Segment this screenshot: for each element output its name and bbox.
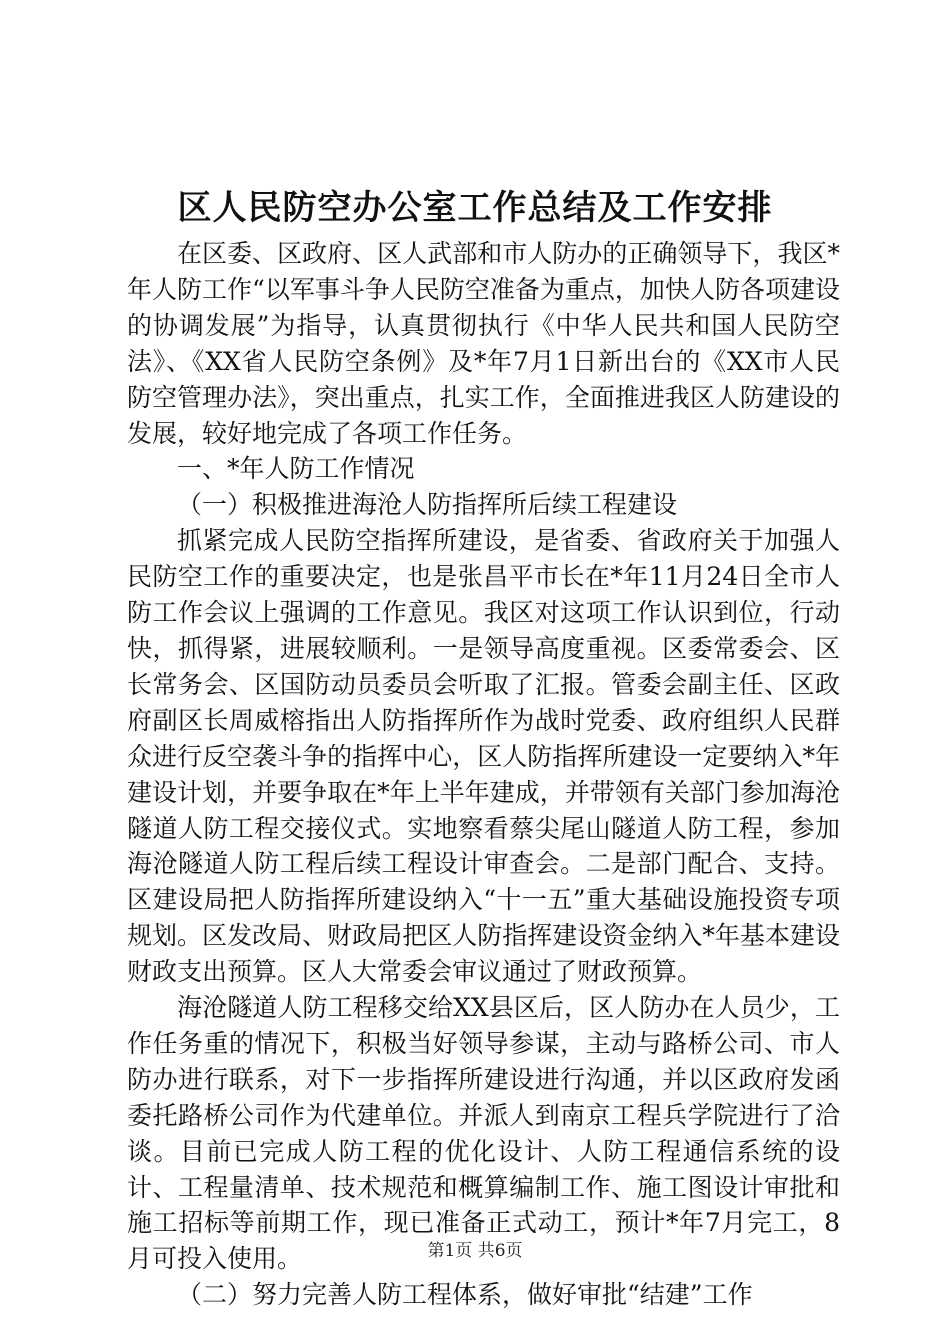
page-number-footer: 第1页 共6页 bbox=[427, 1241, 523, 1261]
body-paragraph-1: 抓紧完成人民防空指挥所建设，是省委、省政府关于加强人民防空工作的重要决定，也是张昌平市长在*年11月24日全市人防工作会议上强调的工作意见。我区对这项工作认识到位，行动快，抓得紧，进展较顺利。一是领导高度重视。区委常委会、区长常务会、区国防动员委员会听取了汇报。管委会副主任、区政府副区长周威榕指出人防指挥所作为战时党委、政府组织人民群众进行反空袭斗争的指挥中心，区人防指挥所建设一定要纳入*年建设计划，并要争取在*年上半年建成，并带领有关部门参加海沧隧道人防工程交接仪式。实地察看蔡尖尾山隧道人防工程，参加海沧隧道人防工程后续工程设计审查会。二是部门配合、支持。区建设局把人防指挥所建设纳入“十一五”重大基础设施投资专项规划。区发改局、财政局把区人防指挥建设资金纳入*年基本建设财政支出预算。区人大常委会审议通过了财政预算。 bbox=[127, 526, 840, 987]
page-title: 区人民防空办公室工作总结及工作安排 bbox=[177, 188, 773, 228]
intro-paragraph: 在区委、区政府、区人武部和市人防办的正确领导下，我区*年人防工作“以军事斗争人民防空准备为重点，加快人防各项建设的协调发展”为指导，认真贯彻执行《中华人民共和国人民防空法》、《XX省人民防空条例》及*年7月1日新出台的《XX市人民防空管理办法》，突出重点，扎实工作，全面推进我区人防建设的发展，较好地完成了各项工作任务。 bbox=[127, 239, 840, 448]
subsection-heading-2: （二）努力完善人防工程体系，做好审批“结建”工作 bbox=[177, 1280, 753, 1310]
section-heading: 一、*年人防工作情况 bbox=[177, 454, 415, 484]
body-paragraph-2: 海沧隧道人防工程移交给XX县区后，区人防办在人员少，工作任务重的情况下，积极当好领导参谋，主动与路桥公司、市人防办进行联系，对下一步指挥所建设进行沟通，并以区政府发函委托路桥公司作为代建单位。并派人到南京工程兵学院进行了洽谈。目前已完成人防工程的优化设计、人防工程通信系统的设计、工程量清单、技术规范和概算编制工作、施工图设计审批和施工招标等前期工作，现已准备正式动工，预计*年7月完工，8月可投入使用。 bbox=[127, 993, 840, 1274]
document-body bbox=[127, 236, 840, 1313]
subsection-heading-1: （一）积极推进海沧人防指挥所后续工程建设 bbox=[177, 490, 678, 520]
